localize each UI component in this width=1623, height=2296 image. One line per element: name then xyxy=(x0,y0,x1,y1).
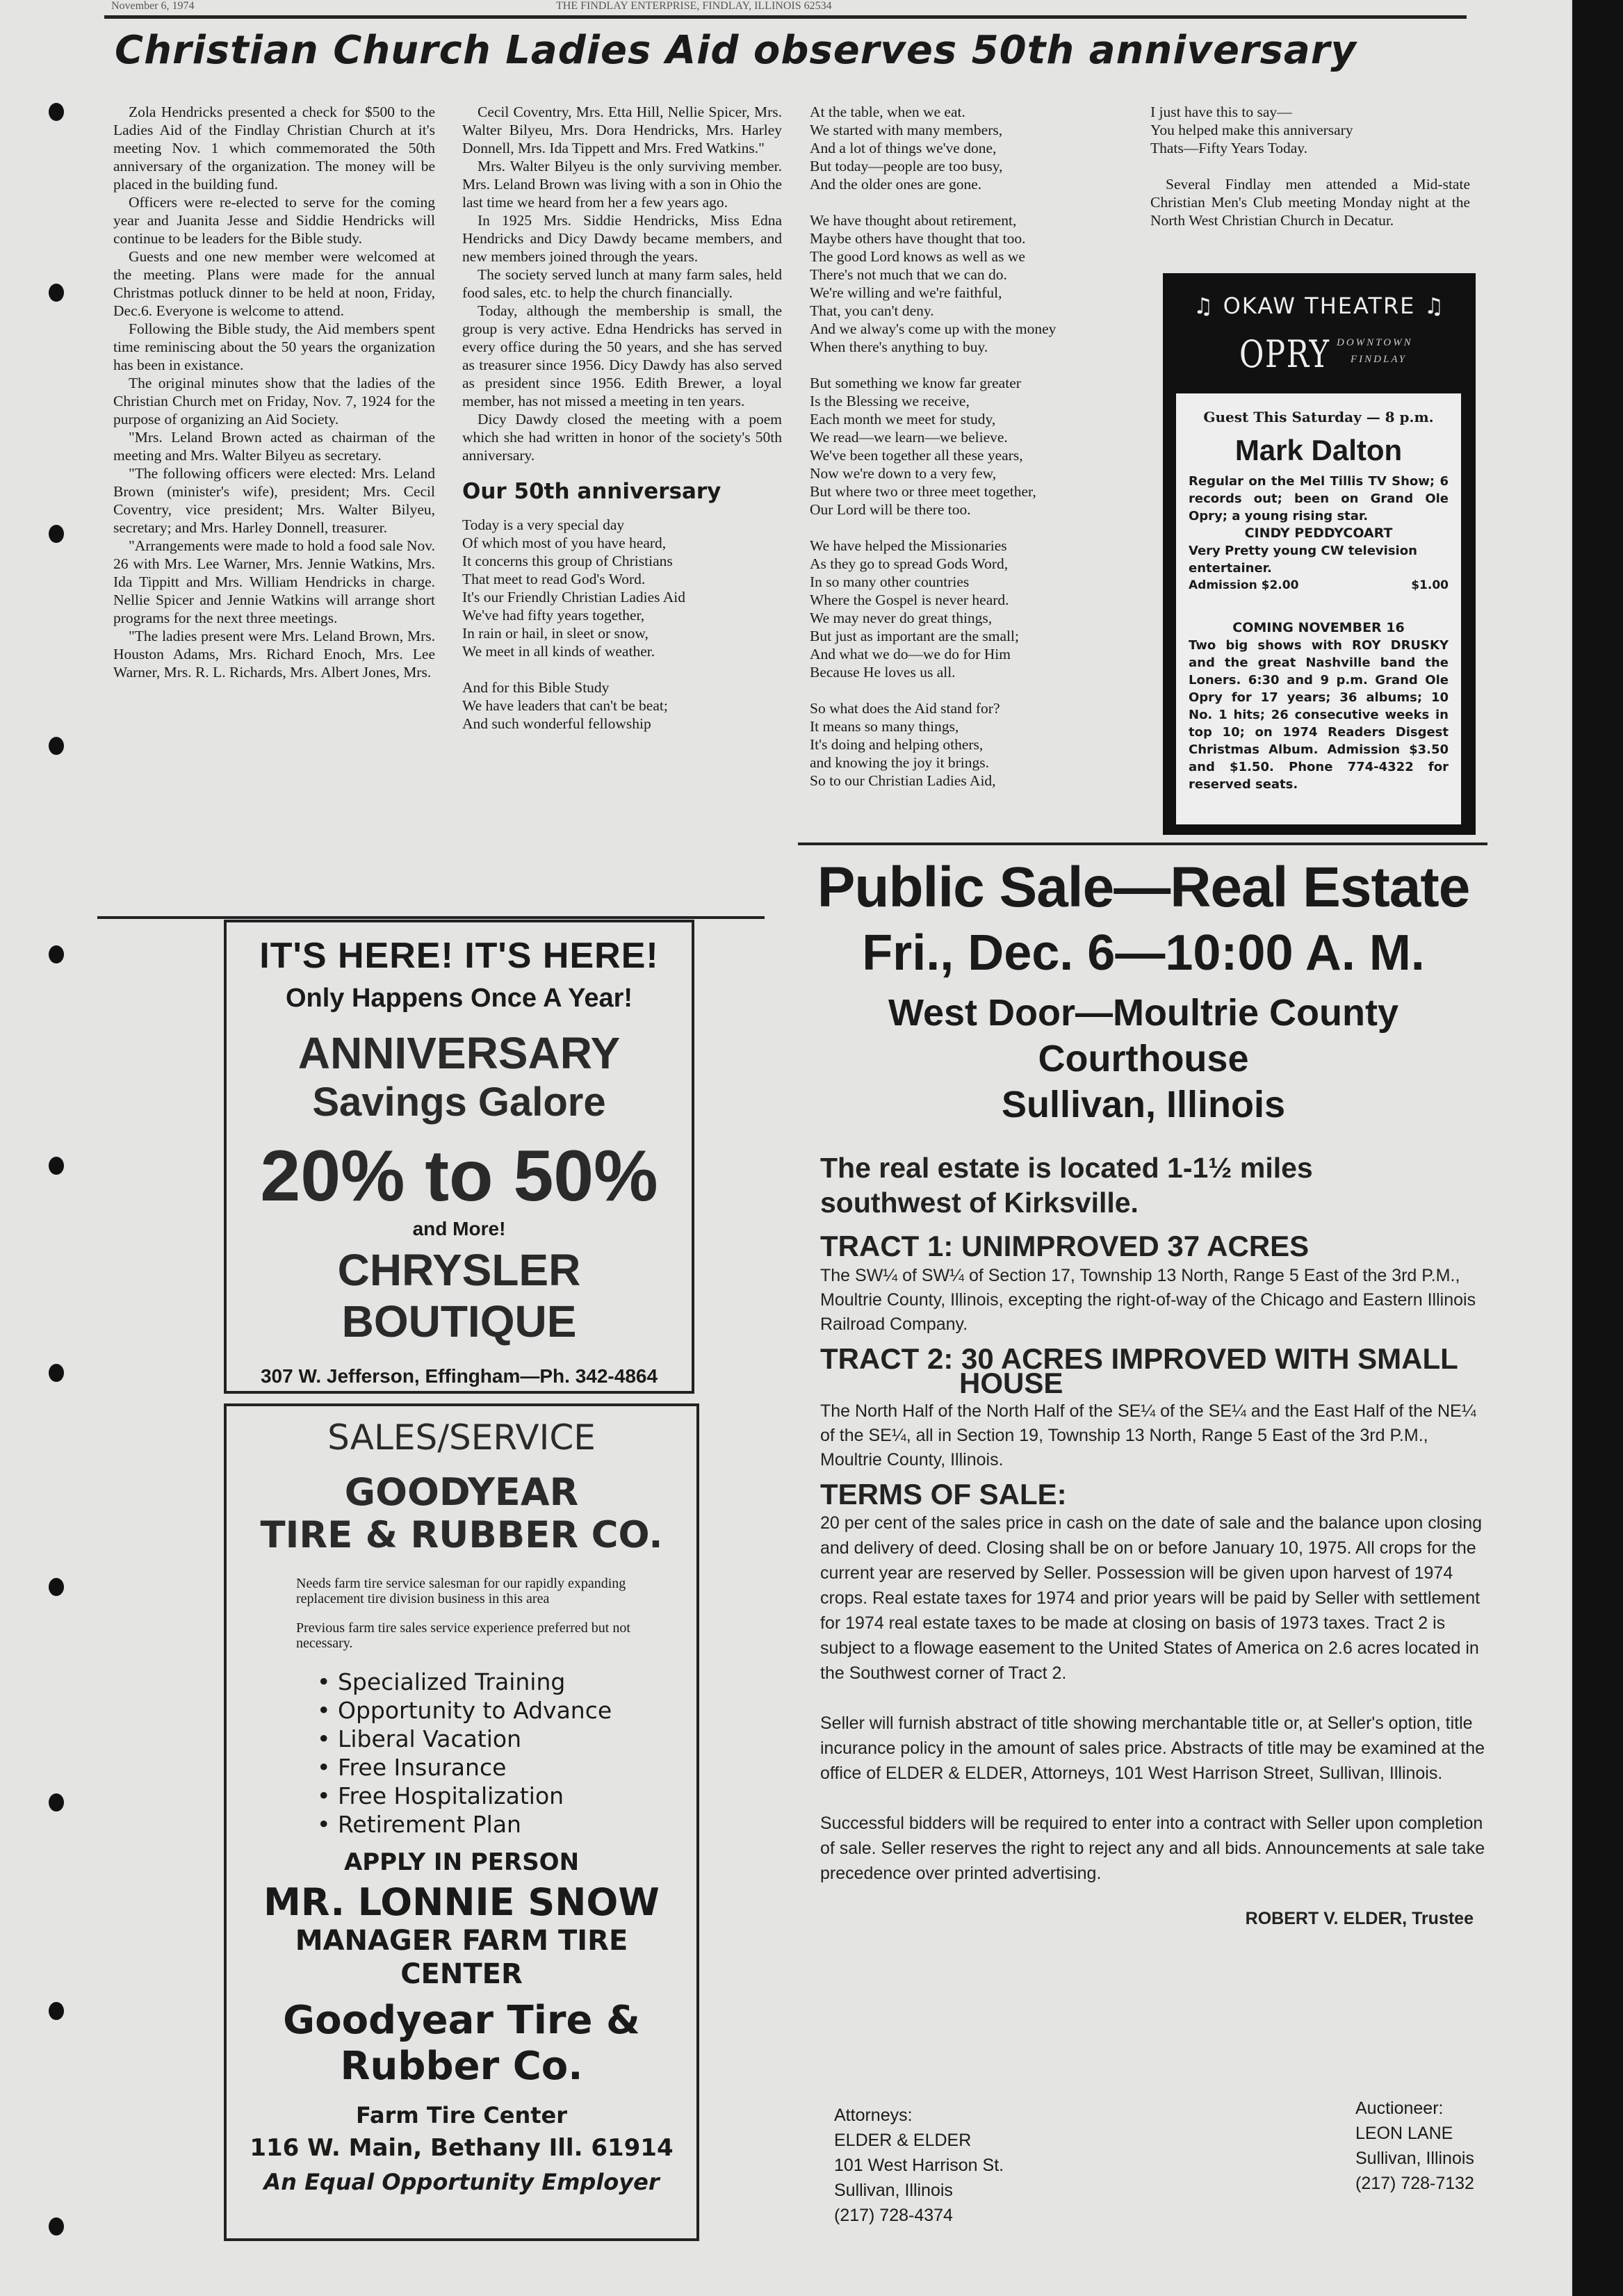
binder-hole xyxy=(49,525,64,543)
poem-stanza: We have thought about retirement, Maybe others have thought that too. The good Lord knows as well as we There's not much that we can do. We're willing and we're faithful, That, you can't deny. And we alway's come up with the money When there's anything to buy. xyxy=(810,212,1057,355)
goodyear-previous: Previous farm tire sales service experience preferred but not necessary. xyxy=(296,1620,630,1651)
auctioneer-line: Auctioneer: xyxy=(1355,2099,1444,2118)
chrysler-line1: IT'S HERE! IT'S HERE! xyxy=(259,936,659,976)
article-paragraph: Guests and one new member were welcomed at the meeting. Plans were made for the annual Christmas potluck dinner to be held at noon, Friday, Dec.6. Everyone is welcome to attend. xyxy=(113,248,435,319)
headline: Christian Church Ladies Aid observes 50th anniversary xyxy=(115,28,1357,73)
chrysler-name: CHRYSLER BOUTIQUE xyxy=(337,1245,581,1346)
terms-title: TERMS OF SALE: xyxy=(820,1478,1067,1511)
article-paragraph: Zola Hendricks presented a check for $500 to the Ladies Aid of the Findlay Christian Church at it's meeting Nov. 1 which commemorated the 50th anniversary of the organization. The money will be placed in the building fund. xyxy=(113,104,435,193)
opry-title: OPRY xyxy=(1239,332,1330,376)
tract1-text: The SW¼ of SW¼ of Section 17, Township 13 North, Range 5 East of the 3rd P.M., Moultrie County, Illinois, excepting the right-of-way of the Chicago and Eastern Illinois Railroad Company. xyxy=(820,1266,1476,1334)
poem-stanza: And for this Bible Study We have leaders that can't be beat; And such wonderful fellowship xyxy=(462,679,668,732)
article-paragraph: Mrs. Walter Bilyeu is the only surviving member. Mrs. Leland Brown was living with a son in Ohio the last time we heard from her a few years ago. xyxy=(462,158,782,211)
article-paragraph: In 1925 Mrs. Siddie Hendricks, Miss Edna Hendricks and Dicy Dawdy became members, and new members joined through the years. xyxy=(462,212,782,265)
admission-adult: Admission $2.00 xyxy=(1189,578,1299,592)
chrysler-boutique-ad xyxy=(224,920,694,1394)
goodyear-company2: Rubber Co. xyxy=(340,2044,583,2089)
article-column-1 xyxy=(113,103,435,681)
binder-hole xyxy=(49,1157,64,1175)
binder-hole xyxy=(49,737,64,755)
goodyear-line1: SALES/SERVICE xyxy=(327,1417,596,1458)
sale-date: Fri., Dec. 6—10:00 A. M. xyxy=(862,925,1425,981)
binder-hole xyxy=(49,1578,64,1596)
chrysler-line4: Savings Galore xyxy=(312,1080,606,1125)
section-rule xyxy=(97,916,765,919)
goodyear-title2: CENTER xyxy=(400,1958,523,1990)
binder-hole xyxy=(49,2217,64,2236)
article-column-2 xyxy=(462,103,782,751)
downtown-label: DOWNTOWN xyxy=(1337,337,1413,348)
tract2-title: TRACT 2: 30 ACRES IMPROVED WITH SMALL xyxy=(820,1342,1458,1375)
article-paragraph: Today, although the membership is small, the group is very active. Edna Hendricks has served in every office during the 50 years, and she has served as treasurer since 1956. Dicy Dawdy has also served as president since 1956. Edith Brewer, a loyal member, has not missed a meeting in ten years. xyxy=(462,302,782,409)
masthead-paper: THE FINDLAY ENTERPRISE, FINDLAY, ILLINOIS 62534 xyxy=(556,0,832,12)
goodyear-eoe: An Equal Opportunity Employer xyxy=(263,2169,660,2195)
article-paragraph: "Mrs. Leland Brown acted as chairman of the meeting and Mrs. Walter Bilyeu as secretary. xyxy=(113,429,435,464)
benefit-item xyxy=(317,1810,696,1839)
article-column-3 xyxy=(810,103,1143,808)
benefits-list xyxy=(317,1668,696,1839)
poem-stanza: So what does the Aid stand for? It means so many things, It's doing and helping others, and knowing the joy it brings. So to our Christian Ladies Aid, xyxy=(810,700,1000,789)
goodyear-contact: MR. LONNIE SNOW xyxy=(263,1880,660,1924)
goodyear-address: 116 W. Main, Bethany Ill. 61914 xyxy=(250,2134,674,2162)
goodyear-line3: TIRE & RUBBER CO. xyxy=(260,1514,663,1556)
findlay-label: FINDLAY xyxy=(1351,354,1408,365)
goodyear-need: Needs farm tire service salesman for our rapidly expanding replacement tire division business in this area xyxy=(296,1576,626,1606)
star-name: Mark Dalton xyxy=(1234,434,1403,466)
public-sale-header xyxy=(799,855,1487,1127)
benefit-label: Free Insurance xyxy=(337,1754,507,1781)
goodyear-title1: MANAGER FARM TIRE xyxy=(295,1925,628,1957)
chrysler-line3: ANNIVERSARY xyxy=(297,1028,621,1078)
binder-hole xyxy=(49,284,64,302)
auctioneer-line: LEON LANE xyxy=(1355,2124,1453,2143)
article-column-4 xyxy=(1150,103,1470,229)
benefit-label: Free Hospitalization xyxy=(337,1782,564,1809)
scan-edge xyxy=(1572,0,1623,2296)
tract1-title: TRACT 1: UNIMPROVED 37 ACRES xyxy=(820,1230,1310,1262)
tract2-title-2: HOUSE xyxy=(959,1367,1063,1399)
bullet-icon: • xyxy=(317,1697,338,1724)
second-description: Very Pretty young CW television entertainer. xyxy=(1189,544,1417,576)
guest-line: Guest This Saturday — 8 p.m. xyxy=(1203,409,1434,425)
goodyear-company1: Goodyear Tire & xyxy=(283,1998,640,2043)
auctioneer-line: (217) 728-7132 xyxy=(1355,2174,1474,2193)
poem-stanza: But something we know far greater Is the Blessing we receive, Each month we meet for study, We read—we learn—we believe. We've been together all these years, Now we're down to a very few, But where two or three meet together, Our Lord will be there too. xyxy=(810,375,1036,518)
star-description: Regular on the Mel Tillis TV Show; 6 records out; been on Grand Ole Opry; a young rising star. xyxy=(1189,474,1449,523)
benefit-label: Liberal Vacation xyxy=(337,1725,522,1752)
chrysler-more: and More! xyxy=(412,1218,506,1239)
admission-child: $1.00 xyxy=(1411,578,1449,592)
section-rule xyxy=(798,842,1487,845)
sale-location-3: Sullivan, Illinois xyxy=(1001,1084,1286,1125)
poem-stanza: Today is a very special day Of which most of you have heard, It concerns this group of Christians That meet to read God's Word. It's our Friendly Christian Ladies Aid We've had fifty years together, In rain or hail, in sleet or snow, We meet in all kinds of weather. xyxy=(462,516,685,660)
benefit-label: Retirement Plan xyxy=(337,1811,521,1838)
binder-hole xyxy=(49,945,64,963)
benefit-item xyxy=(317,1668,696,1696)
bullet-icon: • xyxy=(317,1754,338,1781)
public-sale-body xyxy=(820,1150,1487,1931)
goodyear-line2: GOODYEAR xyxy=(344,1470,579,1514)
masthead-date: November 6, 1974 xyxy=(111,0,195,12)
second-act: CINDY PEDDYCOART xyxy=(1244,526,1393,541)
poem-stanza: At the table, when we eat. We started with many members, And a lot of things we've done, But today—people are too busy, And the older ones are gone. xyxy=(810,104,1003,193)
article-paragraph: Dicy Dawdy closed the meeting with a poem which she had written in honor of the society's 50th anniversary. xyxy=(462,411,782,464)
bidders-text: Successful bidders will be required to enter into a contract with Seller upon completion of sale. Seller reserves the right to reject any and all bids. Announcements at sale take precedence over printed advertising. xyxy=(820,1814,1485,1883)
attorney-line: 101 West Harrison St. xyxy=(834,2156,1004,2175)
binder-hole xyxy=(49,2002,64,2020)
article-paragraph: "Arrangements were made to hold a food sale Nov. 26 with Mrs. Lee Warner, Mrs. Jennie Watkins, Mrs. Ida Tippitt and Mrs. William Hendricks in charge. Nellie Spicer and Jennie Watkins will arrange short programs for the next three meetings. xyxy=(113,537,435,626)
bullet-icon: • xyxy=(317,1725,338,1752)
sale-located: The real estate is located 1-1½ miles southwest of Kirksville. xyxy=(820,1152,1313,1219)
attorney-line: (217) 728-4374 xyxy=(834,2206,953,2225)
trustee: ROBERT V. ELDER, Trustee xyxy=(1245,1909,1474,1928)
article-paragraph: "The following officers were elected: Mrs. Leland Brown (minister's wife), president; Mrs. Cecil Coventry, vice president; Mrs. Walter Bilyeu, secretary; and Mrs. Harley Donnell, treasurer. xyxy=(113,465,435,536)
note-icon: ♫ xyxy=(1193,293,1223,319)
poem-stanza: I just have this to say— You helped make this anniversary Thats—Fifty Years Today. xyxy=(1150,104,1353,156)
binder-hole xyxy=(49,103,64,121)
goodyear-apply: APPLY IN PERSON xyxy=(343,1848,580,1876)
benefit-item xyxy=(317,1782,696,1810)
article-paragraph: The original minutes show that the ladies of the Christian Church met on Friday, Nov. 7, 1924 for the purpose of organizing an Aid Society. xyxy=(113,375,435,428)
article-paragraph: "The ladies present were Mrs. Leland Brown, Mrs. Houston Adams, Mrs. Richard Enoch, Mrs. Lee Warner, Mrs. R. L. Richards, Mrs. Albert Jones, Mrs. xyxy=(113,628,435,681)
sale-location-2: Courthouse xyxy=(1038,1038,1249,1080)
benefit-item xyxy=(317,1696,696,1725)
poem-title: Our 50th anniversary xyxy=(462,479,721,504)
benefit-item xyxy=(317,1725,696,1753)
benefit-label: Specialized Training xyxy=(337,1668,566,1695)
chrysler-address: 307 W. Jefferson, Effingham—Ph. 342-4864 xyxy=(260,1365,658,1387)
chrysler-line2: Only Happens Once A Year! xyxy=(285,984,633,1013)
article-paragraph: Cecil Coventry, Mrs. Etta Hill, Nellie Spicer, Mrs. Walter Bilyeu, Mrs. Dora Hendricks, Mrs. Harley Donnell, Mrs. Ida Tippett and Mrs. Fred Watkins." xyxy=(462,104,782,156)
chrysler-percent: 20% to 50% xyxy=(260,1136,658,1216)
attorneys-block xyxy=(834,2103,1112,2228)
article-paragraph: The society served lunch at many farm sales, held food sales, etc. to help the church financially. xyxy=(462,266,782,301)
tract2-text: The North Half of the North Half of the SE¼ of the SE¼ and the East Half of the NE¼ of the SE¼, all in Section 19, Township 13 North, Range 5 East of the 3rd P.M., Moultrie County, Illinois. xyxy=(820,1401,1476,1469)
mens-club-item: Several Findlay men attended a Mid-state Christian Men's Club meeting Monday night at the North West Christian Church in Decatur. xyxy=(1150,176,1470,229)
masthead xyxy=(104,0,1467,14)
note-icon: ♫ xyxy=(1415,293,1446,319)
sale-title: Public Sale—Real Estate xyxy=(817,856,1470,919)
coming-heading: COMING NOVEMBER 16 xyxy=(1232,620,1405,635)
goodyear-ad xyxy=(224,1403,699,2241)
benefit-item xyxy=(317,1753,696,1782)
attorney-line: Attorneys: xyxy=(834,2106,913,2125)
poem-stanza: We have helped the Missionaries As they go to spread Gods Word, In so many other countries Where the Gospel is never heard. We may never do great things, But just as important are the small; And what we do—we do for Him Because He loves us all. xyxy=(810,537,1019,681)
okaw-details xyxy=(1176,393,1461,824)
abstract-text: Seller will furnish abstract of title showing merchantable title or, at Seller's option, title incurance policy in the amount of sales price. Abstracts of title may be examined at the office of ELDER & ELDER, Attorneys, 101 West Harrison Street, Sullivan, Illinois. xyxy=(820,1713,1485,1783)
attorney-line: Sullivan, Illinois xyxy=(834,2181,953,2200)
auctioneer-line: Sullivan, Illinois xyxy=(1355,2149,1474,2168)
bullet-icon: • xyxy=(317,1668,338,1695)
article-paragraph: Following the Bible study, the Aid members spent time reminiscing about the 50 years the organization has been in existance. xyxy=(113,320,435,373)
top-rule xyxy=(104,15,1467,19)
attorney-line: ELDER & ELDER xyxy=(834,2131,972,2150)
terms-text: 20 per cent of the sales price in cash on the date of sale and the balance upon closing and delivery of deed. Closing shall be on or before January 10, 1975. All crops for the current year are reserved by Seller. Possession will be given upon harvest of 1974 crops. Real estate taxes for 1974 and prior years will be paid by Seller with settlement for 1974 real estate taxes to be made at closing on basis of 1973 taxes. Tract 2 is subject to a flowage easement to the United States of America on 2.6 acres located in the Southwest corner of Tract 2. xyxy=(820,1513,1483,1683)
binder-hole xyxy=(49,1793,64,1811)
goodyear-center: Farm Tire Center xyxy=(355,2102,567,2128)
benefit-label: Opportunity to Advance xyxy=(337,1697,612,1724)
article-paragraph: Officers were re-elected to serve for the coming year and Juanita Jesse and Siddie Hendricks will continue to be leaders for the Bible study. xyxy=(113,194,435,247)
binder-hole xyxy=(49,1364,64,1382)
sale-location-1: West Door—Moultrie County xyxy=(888,992,1398,1034)
auctioneer-block xyxy=(1355,2096,1494,2196)
bullet-icon: • xyxy=(317,1811,338,1838)
coming-description: Two big shows with ROY DRUSKY and the great Nashville band the Loners. 6:30 and 9 p.m. Grand Ole Opry for 17 years; 36 albums; 10 No. 1 hits; 26 consecutive weeks in top 10; on 1974 Readers Disgest Christmas Album. Admission $3.50 and $1.50. Phone 774-4322 for reserved seats. xyxy=(1189,638,1449,792)
bullet-icon: • xyxy=(317,1782,338,1809)
okaw-theatre-name: OKAW THEATRE xyxy=(1223,293,1416,319)
